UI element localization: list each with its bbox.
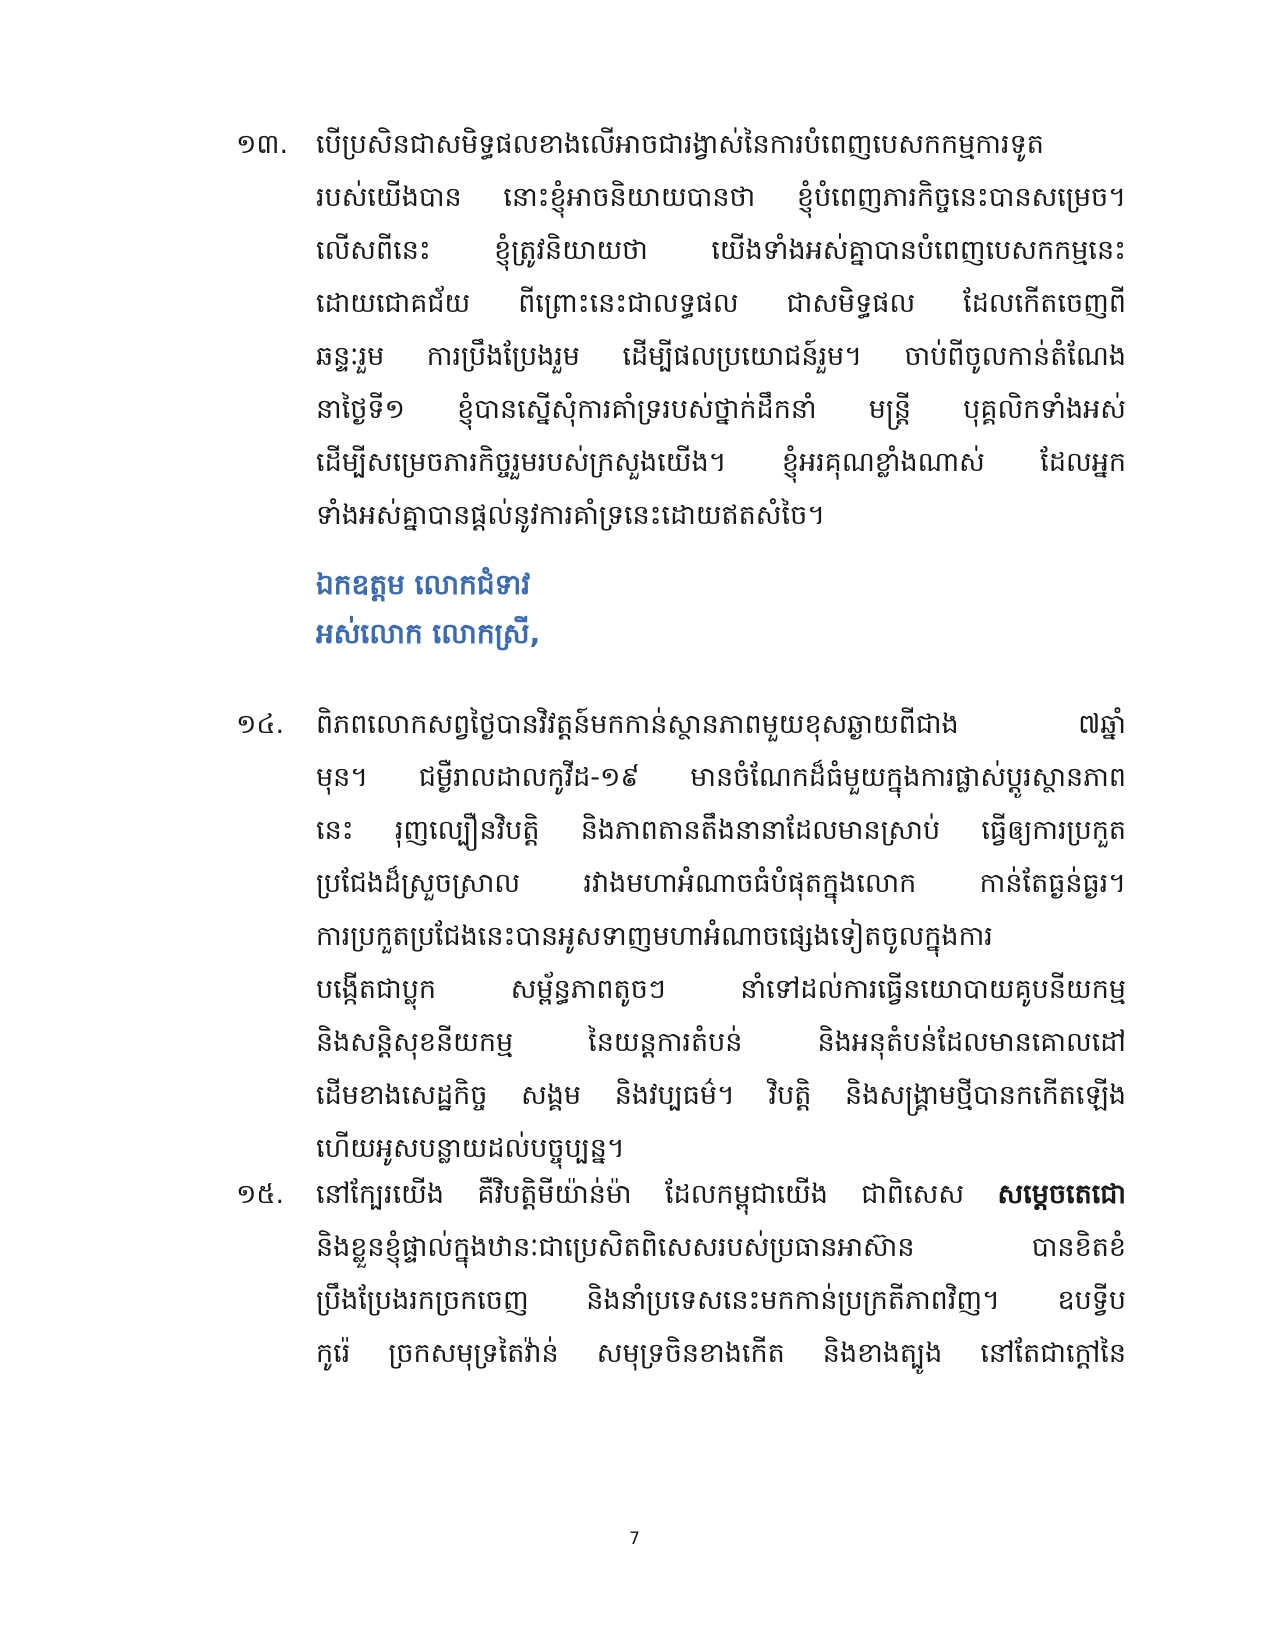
paragraph-line: និងសន្តិសុខនីយកម្ម នៃយន្តការតំបន់ និងអនុតំបន់ដែលមានគោលដៅ xyxy=(316,1027,1126,1058)
paragraph-line: ប្រឹងប្រែងរកច្រកចេញ និងនាំប្រទេសនេះមកកាន់ប្រក្រតីភាពវិញ។ ឧបទ្វីប xyxy=(316,1285,1126,1316)
paragraph-line: លើសពីនេះ ខ្ញុំត្រូវនិយាយថា យើងទាំងអស់គ្នាបានបំពេញបេសកកម្មនេះ xyxy=(316,235,1126,266)
salutation xyxy=(316,560,540,658)
paragraph-line: បើប្រសិនជាសមិទ្ធផលខាងលើអាចជារង្វាស់នៃការបំពេញបេសកកម្មការទូត xyxy=(316,129,1044,160)
paragraph-line: ហើយអូសបន្លាយដល់បច្ចុប្បន្ន។ xyxy=(316,1133,625,1164)
paragraph-14 xyxy=(236,698,1126,1175)
emphasized-title: សម្តេចតេជោ xyxy=(997,1179,1126,1210)
paragraph-line: របស់យើងបាន នោះខ្ញុំអាចនិយាយបានថា ខ្ញុំបំពេញភារកិច្ចនេះបានសម្រេច។ xyxy=(316,182,1126,213)
paragraph-line: ឆន្ទៈរួម ការប្រឹងប្រែងរួម ដើម្បីផលប្រយោជន៍រួម។ ចាប់ពីចូលកាន់តំណែង xyxy=(316,341,1126,372)
paragraph-line: និងខ្លួនខ្ញុំផ្ទាល់ក្នុងឋានៈជាប្រេសិតពិសេសរបស់ប្រធានអាស៊ាន បានខិតខំ xyxy=(316,1232,1126,1263)
paragraph-line: ការប្រកួតប្រជែងនេះបានអូសទាញមហាអំណាចផ្សេងទៀតចូលក្នុងការ xyxy=(316,921,993,952)
paragraph-15 xyxy=(236,1168,1126,1380)
page-number: 7 xyxy=(629,1529,640,1549)
paragraph-number: ១៥. xyxy=(236,1179,285,1210)
paragraph-line: ពិភពលោកសព្វថ្ងៃបានវិវត្តន៍មកកាន់ស្ថានភាពមួយខុសឆ្ងាយពីជាង ៧ឆ្នាំ xyxy=(316,709,1126,740)
paragraph-body xyxy=(316,1168,1126,1380)
paragraph-number: ១៤. xyxy=(236,709,285,740)
paragraph-body xyxy=(316,698,1126,1175)
paragraph-13 xyxy=(236,118,1126,542)
paragraph-line-text: នៅក្បែរយើង គឺវិបត្តិមីយ៉ាន់ម៉ា ដែលកម្ពុជាយើង ជាពិសេស xyxy=(316,1179,965,1210)
paragraph-line: ទាំងអស់គ្នាបានផ្តល់នូវការគាំទ្រនេះដោយឥតសំចៃ។ xyxy=(316,500,826,531)
paragraph-line: ប្រជែងដ៏ស្រួចស្រាល រវាងមហាអំណាចធំបំផុតក្នុងលោក កាន់តែធ្ងន់ធ្ងរ។ xyxy=(316,868,1126,899)
paragraph-line: បង្កើតជាប្លុក សម្ព័ន្ធភាពតូចៗ នាំទៅដល់ការធ្វើនយោបាយគូបនីយកម្ម xyxy=(316,974,1126,1005)
paragraph-line: មុន។ ជម្ងឺរាលដាលកូវីដ-១៩ មានចំណែកដ៏ធំមួយក្នុងការផ្លាស់ប្តូរស្ថានភាព xyxy=(316,762,1126,793)
paragraph-line: នាថ្ងៃទី១ ខ្ញុំបានស្នើសុំការគាំទ្ររបស់ថ្នាក់ដឹកនាំ មន្ត្រី បុគ្គលិកទាំងអស់ xyxy=(316,394,1126,425)
paragraph-line xyxy=(316,1168,1126,1221)
paragraph-line: នេះ រុញល្បឿនវិបត្តិ និងភាពតានតឹងនានាដែលមានស្រាប់ ធ្វើឲ្យការប្រកួត xyxy=(316,815,1126,846)
salutation-line: អស់លោក លោកស្រី, xyxy=(316,617,541,650)
paragraph-line: ដើម្បីសម្រេចភារកិច្ចរួមរបស់ក្រសួងយើង។ ខ្ញុំអរគុណខ្លាំងណាស់ ដែលអ្នក xyxy=(316,447,1126,478)
paragraph-number: ១៣. xyxy=(236,129,289,160)
salutation-line: ឯកឧត្តម លោកជំទាវ xyxy=(316,568,531,601)
paragraph-line: ដើមខាងសេដ្ឋកិច្ច សង្គម និងវប្បធម៌។ វិបត្តិ និងសង្គ្រាមថ្មីបានកកើតឡើង xyxy=(316,1080,1126,1111)
paragraph-body xyxy=(316,118,1126,542)
paragraph-line: ដោយជោគជ័យ ពីព្រោះនេះជាលទ្ធផល ជាសមិទ្ធផល ដែលកើតចេញពី xyxy=(316,288,1126,319)
paragraph-line: កូរ៉េ ច្រកសមុទ្រតៃវ៉ាន់ សមុទ្រចិនខាងកើត និងខាងត្បូង នៅតែជាក្តៅនៃ xyxy=(316,1338,1126,1369)
